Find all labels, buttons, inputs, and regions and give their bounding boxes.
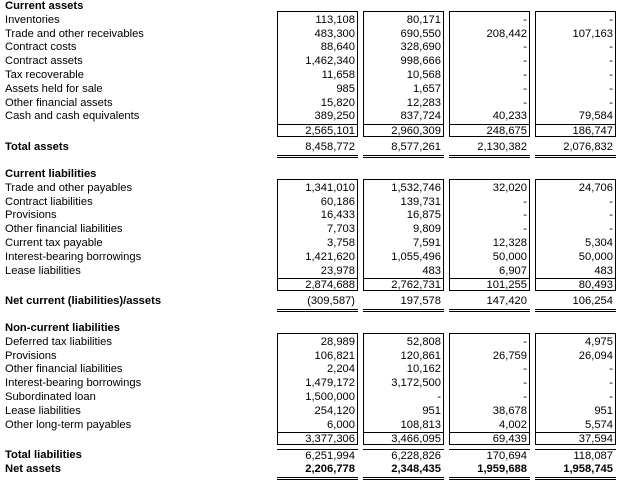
row-label: Trade and other receivables [5, 27, 144, 40]
total-value-net-current-col1: (309,587) [277, 295, 358, 312]
subtotal-value-col3: 248,675 [449, 124, 530, 139]
row-value-col3: - [523, 13, 527, 26]
row-label: Interest-bearing borrowings [5, 250, 142, 263]
row-value-col2: 1,532,746 [391, 181, 441, 194]
row-value-col3: - [523, 377, 527, 390]
section-heading-current-liabilities: Current liabilities [5, 168, 97, 180]
row-value-col3: - [523, 391, 527, 403]
row-value-col3: 208,442 [486, 27, 527, 40]
total-value-net-current-col2: 197,578 [363, 295, 444, 312]
row-value-col3: - [523, 195, 527, 208]
total-value-total-assets-col4: 2,076,832 [535, 141, 616, 158]
row-label: Lease liabilities [5, 404, 81, 417]
row-value-col1: 1,479,172 [305, 377, 355, 390]
row-value-col3: - [523, 335, 527, 348]
row-value-col4: - [609, 69, 613, 81]
row-value-col1: 11,658 [321, 69, 355, 81]
total-value-net-assets-col3: 1,959,688 [449, 463, 530, 480]
row-value-col1: 15,820 [320, 96, 355, 109]
row-value-col3: - [523, 209, 527, 222]
row-label: Trade and other payables [5, 181, 133, 194]
row-value-col4: - [609, 391, 613, 403]
row-value-col2: - [437, 391, 441, 403]
total-value-total-liabilities-col2: 6,228,826 [363, 449, 444, 464]
row-value-col4: 79,584 [578, 110, 613, 123]
row-label: Other financial liabilities [5, 363, 123, 376]
subtotal-value-col4: 37,594 [535, 432, 616, 447]
row-value-col3: 6,907 [499, 264, 527, 277]
row-label: Other long-term payables [5, 418, 132, 431]
row-label: Inventories [5, 13, 60, 26]
row-value-col4: - [609, 377, 613, 390]
row-label: Tax recoverable [5, 69, 84, 81]
row-value-col1: 28,989 [320, 335, 355, 348]
row-value-col1: 60,186 [320, 195, 355, 208]
row-value-col1: 2,204 [327, 363, 355, 376]
row-value-col1: 3,758 [327, 237, 355, 249]
row-value-col2: 120,861 [400, 349, 441, 362]
total-value-total-assets-col3: 2,130,382 [449, 141, 530, 158]
row-value-col3: 50,000 [492, 250, 527, 263]
subtotal-value-col3: 101,255 [449, 278, 530, 293]
row-label: Other financial liabilities [5, 223, 123, 236]
row-value-col2: 139,731 [400, 195, 441, 208]
row-label: Contract liabilities [5, 195, 93, 208]
row-value-col2: 10,162 [406, 363, 441, 376]
row-value-col1: 88,640 [320, 41, 355, 54]
row-value-col3: 4,002 [499, 418, 527, 431]
row-value-col1: 1,462,340 [305, 55, 355, 68]
row-value-col2: 837,724 [400, 110, 441, 123]
row-value-col3: - [523, 55, 527, 68]
row-value-col3: 26,759 [492, 349, 527, 362]
row-value-col4: - [609, 209, 613, 222]
subtotal-value-col2: 2,762,731 [363, 278, 444, 293]
row-value-col4: - [609, 82, 613, 95]
row-label: Contract assets [5, 55, 83, 68]
total-value-total-assets-col2: 8,577,261 [363, 141, 444, 158]
row-value-col3: - [523, 96, 527, 109]
total-value-total-liabilities-col1: 6,251,994 [277, 449, 358, 464]
row-value-col2: 483 [422, 264, 441, 277]
row-value-col4: - [609, 55, 613, 68]
total-value-net-assets-col2: 2,348,435 [363, 463, 444, 480]
row-value-col3: - [523, 363, 527, 376]
row-value-col2: 108,813 [400, 418, 441, 431]
row-value-col1: 1,421,620 [305, 250, 355, 263]
row-value-col2: 3,172,500 [391, 377, 441, 390]
row-value-col4: 4,975 [585, 335, 613, 348]
row-value-col2: 9,809 [413, 223, 441, 236]
subtotal-value-col1: 3,377,306 [277, 432, 358, 447]
row-label: Interest-bearing borrowings [5, 377, 142, 390]
row-value-col4: 107,163 [572, 27, 613, 40]
row-value-col4: 24,706 [578, 181, 613, 194]
row-value-col4: - [609, 41, 613, 54]
row-value-col4: 5,304 [585, 237, 613, 249]
subtotal-value-col1: 2,565,101 [277, 124, 358, 139]
row-value-col1: 483,300 [314, 27, 355, 40]
row-value-col2: 10,568 [406, 69, 441, 81]
row-value-col3: 32,020 [492, 181, 527, 194]
row-label: Provisions [5, 209, 57, 222]
row-value-col4: - [609, 223, 613, 236]
subtotal-value-col4: 186,747 [535, 124, 616, 139]
row-value-col2: 52,808 [406, 335, 441, 348]
row-value-col2: 12,283 [406, 96, 441, 109]
row-value-col4: 951 [594, 404, 613, 417]
row-value-col1: 1,341,010 [305, 181, 355, 194]
subtotal-value-col4: 80,493 [535, 278, 616, 293]
row-value-col2: 328,690 [400, 41, 441, 54]
row-label: Assets held for sale [5, 82, 103, 95]
total-value-total-assets-col1: 8,458,772 [277, 141, 358, 158]
row-label: Deferred tax liabilities [5, 335, 112, 348]
row-value-col2: 80,171 [406, 13, 441, 26]
row-value-col4: - [609, 13, 613, 26]
total-value-net-current-col4: 106,254 [535, 295, 616, 312]
row-value-col4: - [609, 363, 613, 376]
total-label-net-current: Net current (liabilities)/assets [5, 295, 162, 307]
total-label-total-assets: Total assets [5, 141, 69, 153]
subtotal-value-col3: 69,439 [449, 432, 530, 447]
row-value-col2: 951 [422, 404, 441, 417]
row-value-col3: - [523, 223, 527, 236]
row-label: Subordinated loan [5, 391, 96, 403]
row-value-col2: 690,550 [400, 27, 441, 40]
subtotal-value-col2: 3,466,095 [363, 432, 444, 447]
row-value-col3: 12,328 [492, 237, 527, 249]
row-value-col1: 106,821 [314, 349, 355, 362]
total-value-net-assets-col1: 2,206,778 [277, 463, 358, 480]
row-value-col2: 1,657 [413, 82, 441, 95]
row-label: Current tax payable [5, 237, 103, 249]
row-value-col4: 50,000 [578, 250, 613, 263]
total-value-net-current-col3: 147,420 [449, 295, 530, 312]
subtotal-value-col1: 2,874,688 [277, 278, 358, 293]
row-value-col2: 16,875 [406, 209, 441, 222]
row-value-col1: 16,433 [320, 209, 355, 222]
section-heading-non-current-liabilities: Non-current liabilities [5, 322, 120, 334]
row-value-col3: 40,233 [492, 110, 527, 123]
total-value-total-liabilities-col4: 118,087 [535, 449, 616, 464]
total-label-total-liabilities: Total liabilities [5, 449, 82, 461]
row-value-col1: 7,703 [327, 223, 355, 236]
row-value-col1: 1,500,000 [305, 391, 355, 403]
row-value-col1: 985 [336, 82, 355, 95]
row-value-col4: - [609, 195, 613, 208]
row-value-col3: 38,678 [492, 404, 527, 417]
row-value-col1: 6,000 [327, 418, 355, 431]
row-value-col1: 389,250 [314, 110, 355, 123]
total-value-total-liabilities-col3: 170,694 [449, 449, 530, 464]
row-value-col4: 483 [594, 264, 613, 277]
row-value-col2: 998,666 [400, 55, 441, 68]
row-label: Other financial assets [5, 96, 113, 109]
subtotal-value-col2: 2,960,309 [363, 124, 444, 139]
row-value-col4: - [609, 96, 613, 109]
row-value-col1: 113,108 [315, 13, 355, 26]
row-label: Lease liabilities [5, 264, 81, 277]
row-value-col1: 23,978 [320, 264, 355, 277]
row-value-col3: - [523, 82, 527, 95]
row-value-col4: 5,574 [585, 418, 613, 431]
row-label: Provisions [5, 349, 57, 362]
section-heading-current-assets: Current assets [5, 0, 84, 12]
total-label-net-assets: Net assets [5, 463, 61, 475]
row-value-col2: 1,055,496 [391, 250, 441, 263]
row-value-col3: - [523, 41, 527, 54]
row-value-col1: 254,120 [314, 404, 355, 417]
row-label: Contract costs [5, 41, 77, 54]
total-value-net-assets-col4: 1,958,745 [535, 463, 616, 480]
row-value-col4: 26,094 [578, 349, 613, 362]
row-value-col2: 7,591 [413, 237, 441, 249]
row-label: Cash and cash equivalents [5, 110, 140, 123]
row-value-col3: - [523, 69, 527, 81]
